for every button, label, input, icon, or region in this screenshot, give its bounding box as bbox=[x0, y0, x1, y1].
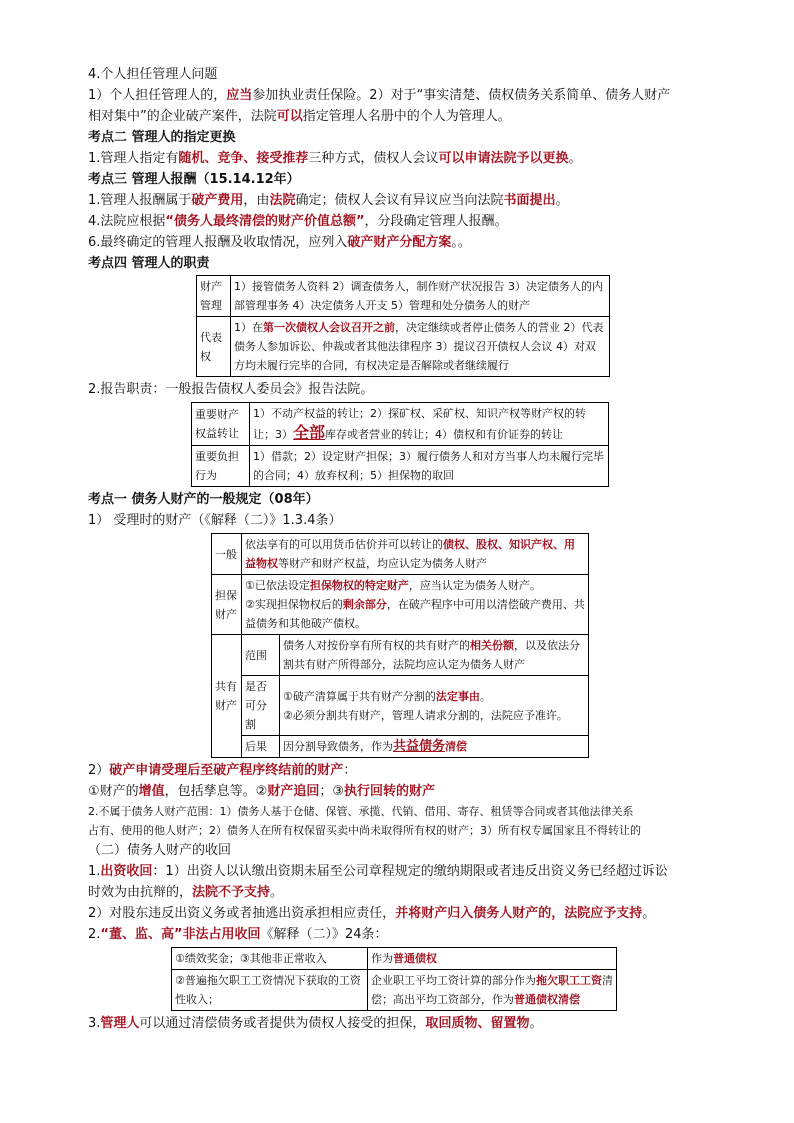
table-cell-label: 一般 bbox=[212, 534, 242, 575]
paragraph-not-property-1: 2.不属于债务人财产范围：1）债务人基于仓储、保管、承揽、代销、借用、寄存、租赁等合同或者其他法律关系 bbox=[88, 805, 634, 818]
subheading-at-acceptance: 1） 受理时的财产（《解释（二）》1.3.4条） bbox=[88, 513, 342, 528]
table-row bbox=[197, 317, 610, 377]
table-row bbox=[212, 575, 589, 635]
table-cell-label: ①绩效奖金；③其他非正常收入 bbox=[172, 948, 368, 970]
table-cell: 1）借款；2）设定财产担保；3）履行债务人和对方当事人均未履行完毕的合同；4）放弃权利；5）担保物的取回 bbox=[250, 446, 609, 487]
table-cell-label: 共有财产 bbox=[212, 635, 242, 758]
paragraph-report-duty: 2.报告职责：一般报告债权人委员会》报告法院。 bbox=[88, 382, 374, 397]
paragraph-individual-line2: 相对集中”的企业破产案件，法院可以指定管理人名册中的个人为管理人。 bbox=[88, 109, 511, 124]
executive-income-table bbox=[171, 947, 617, 1011]
document-page bbox=[88, 64, 718, 1034]
heading-kd3: 考点三 管理人报酬（15.14.12年） bbox=[88, 172, 300, 187]
heading-kd1: 考点一 债务人财产的一般规定（08年） bbox=[88, 492, 319, 507]
table-row bbox=[212, 635, 589, 676]
paragraph-kd2: 1.管理人指定有随机、竞争、接受推荐三种方式，债权人会议可以申请法院予以更换。 bbox=[88, 151, 582, 166]
table-row bbox=[197, 276, 610, 317]
table-row bbox=[212, 736, 589, 758]
subheading-after-acceptance: 2）破产申请受理后至破产程序终结前的财产： bbox=[88, 763, 357, 778]
emphasis-text: 可以 bbox=[276, 109, 303, 124]
table-row bbox=[212, 676, 589, 736]
table-cell-label: 重要财产权益转让 bbox=[192, 403, 250, 446]
paragraph-individual-line1: 1）个人担任管理人的，应当参加执业责任保险。2）对于“事实清楚、债权债务关系简单、债务人财产 bbox=[88, 88, 671, 103]
paragraph-kd3-6: 6.最终确定的管理人报酬及收取情况，应列入破产财产分配方案。。 bbox=[88, 235, 471, 250]
paragraph-after-acceptance: ①财产的增值，包括孳息等。②财产追回；③执行回转的财产 bbox=[88, 784, 436, 799]
paragraph-recovery-5: 3.管理人可以通过清偿债务或者提供为债权人接受的担保，取回质物、留置物。 bbox=[88, 1016, 543, 1031]
table-row bbox=[212, 534, 589, 575]
paragraph-not-property-2: 占有、使用的他人财产；2）债务人在所有权保留买卖中尚未取得所有权的财产；3）所有权专属国家且不得转让的 bbox=[88, 824, 641, 837]
table-cell-label: ②普遍拖欠职工工资情况下获取的工资性收入； bbox=[172, 970, 368, 1011]
table-row bbox=[192, 446, 609, 487]
section-individual-title: 4.个人担任管理人问题 bbox=[88, 67, 218, 82]
table-cell-label: 担保财产 bbox=[212, 575, 242, 635]
table-cell: 1）接管债务人资料 2）调查债务人，制作财产状况报告 3）决定债务人的内部管理事务 4）决定债务人开支 5）管理和处分债务人的财产 bbox=[231, 276, 610, 317]
table-cell: 1）在第一次债权人会议召开之前，决定继续或者停止债务人的营业 2）代表债务人参加诉讼、仲裁或者其他法律程序 3）提议召开债权人会议 4）对双方均未履行完毕的合同，有权决定是否解除或者继续履行 bbox=[231, 317, 610, 377]
property-table bbox=[211, 533, 589, 758]
table-cell: 债务人对按份享有所有权的共有财产的相关份额，以及依法分割共有财产所得部分，法院均应认定为债务人财产 bbox=[280, 635, 589, 676]
table-cell: 依法享有的可以用货币估价并可以转让的债权、股权、知识产权、用益物权等财产和财产权益，均应认定为债务人财产 bbox=[242, 534, 589, 575]
table-cell-label: 代表权 bbox=[197, 317, 231, 377]
paragraph-recovery-3: 2）对股东违反出资义务或者抽逃出资承担相应责任，并将财产归入债务人财产的，法院应予支持。 bbox=[88, 906, 656, 921]
heading-kd4: 考点四 管理人的职责 bbox=[88, 256, 210, 271]
table-row bbox=[192, 403, 609, 446]
table-cell: 作为普通债权 bbox=[368, 948, 617, 970]
heading-kd2: 考点二 管理人的指定更换 bbox=[88, 130, 236, 145]
table-cell: ①破产清算属于共有财产分割的法定事由。 ②必须分割共有财产，管理人请求分割的，法院应予准许。 bbox=[280, 676, 589, 736]
table-cell-label: 后果 bbox=[242, 736, 280, 758]
table-cell: 因分割导致债务，作为共益债务清偿 bbox=[280, 736, 589, 758]
table-cell: 1）不动产权益的转让；2）探矿权、采矿权、知识产权等财产权的转让；3）全部库存或者营业的转让；4）债权和有价证券的转让 bbox=[250, 403, 609, 446]
table-cell: ①已依法设定担保物权的特定财产，应当认定为债务人财产。 ②实现担保物权后的剩余部分，在破产程序中可用以清偿破产费用、共益债务和其他破产债权。 bbox=[242, 575, 589, 635]
paragraph-recovery-4: 2.“董、监、高”非法占用收回《解释（二）》24条： bbox=[88, 927, 388, 942]
table-cell: 企业职工平均工资计算的部分作为拖欠职工工资清偿；高出平均工资部分，作为普通债权清偿 bbox=[368, 970, 617, 1011]
table-row bbox=[172, 948, 617, 970]
paragraph-kd3-1: 1.管理人报酬属于破产费用，由法院确定；债权人会议有异议应当向法院书面提出。 bbox=[88, 193, 569, 208]
paragraph-recovery-2: 时效为由抗辩的，法院不予支持。 bbox=[88, 885, 284, 900]
paragraph-kd3-4: 4.法院应根据“债务人最终清偿的财产价值总额”，分段确定管理人报酬。 bbox=[88, 214, 508, 229]
table-cell-label: 范围 bbox=[242, 635, 280, 676]
emphasis-text: 应当 bbox=[226, 88, 253, 103]
duties-table bbox=[196, 275, 610, 377]
table-cell-label: 是否可分割 bbox=[242, 676, 280, 736]
table-row bbox=[172, 970, 617, 1011]
paragraph-recovery-1: 1.出资收回：1）出资人以认缴出资期未届至公司章程规定的缴纳期限或者违反出资义务已经超过诉讼 bbox=[88, 864, 668, 879]
report-table bbox=[191, 402, 609, 487]
table-cell-label: 重要负担行为 bbox=[192, 446, 250, 487]
subheading-recovery: （二）债务人财产的收回 bbox=[88, 843, 232, 858]
table-cell-label: 财产管理 bbox=[197, 276, 231, 317]
